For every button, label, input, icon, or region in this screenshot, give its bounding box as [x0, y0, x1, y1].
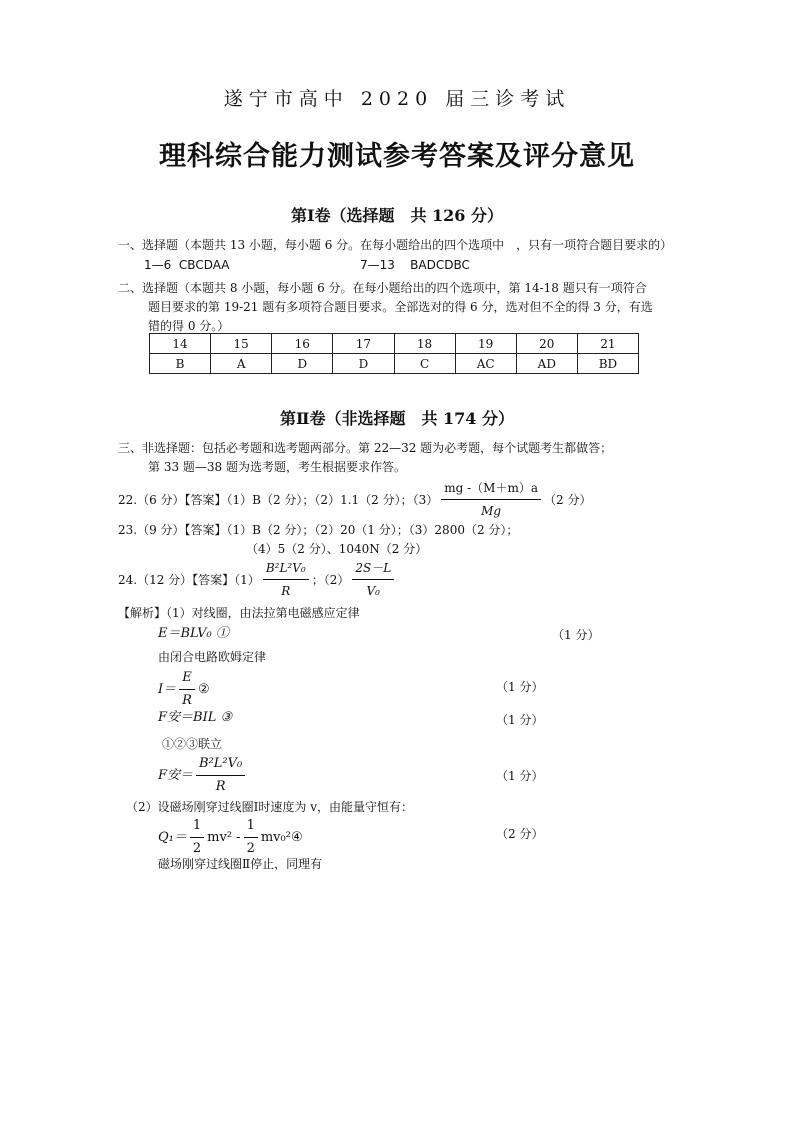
equation-2: [158, 668, 210, 711]
table-cell: 15: [211, 334, 272, 354]
analysis-coil-2: 磁场刚穿过线圈Ⅱ停止，同理有: [158, 857, 323, 871]
q23-answer-line1: 23.（9 分）【答案】（1）B（2 分）；（2）20（1 分）；（3）2800（2 分）；: [118, 523, 519, 537]
score-2: （1 分）: [496, 680, 544, 694]
equation-fraction-half-1: [190, 816, 204, 859]
part2-intro-line1: 三、非选择题：包括必考题和选考题两部分。第 22—32 题为必考题，每个试题考生都做答；: [118, 441, 613, 455]
q24-answer: [118, 558, 397, 601]
q22-fraction: [441, 478, 541, 521]
table-cell: 14: [150, 334, 211, 354]
table-cell: D: [272, 354, 333, 374]
part2-intro-line2: 第 33 题—38 题为选考题，考生根据要求作答。: [148, 460, 406, 474]
table-row-numbers: [150, 334, 639, 354]
equation-1: E＝BLV₀ ①: [158, 626, 229, 641]
answers-7-13: [360, 258, 470, 272]
equation-5: [158, 816, 303, 859]
table-cell: 17: [333, 334, 394, 354]
equation-fraction: [179, 668, 195, 711]
table-cell: 19: [455, 334, 516, 354]
table-cell: 18: [394, 334, 455, 354]
fraction-numerator: B²L²V₀: [263, 558, 309, 580]
table-row-answers: [150, 354, 639, 374]
score-3: （1 分）: [496, 713, 544, 727]
score-5: （2 分）: [496, 827, 544, 841]
exam-title: 遂宁市高中 2020 届三诊考试: [223, 88, 571, 110]
fraction-numerator: B²L²V₀: [196, 754, 245, 776]
table-cell: 16: [272, 334, 333, 354]
table-cell: 20: [516, 334, 577, 354]
fraction-denominator: R: [182, 693, 192, 708]
equation-lhs: Q₁＝: [158, 829, 187, 845]
q2-instructions-line2: 题目要求的第 19-21 题有多项符合题目要求。全部选对的得 6 分，选对但不全的得 3 分，有选: [148, 300, 653, 314]
answers-1-6: [144, 258, 229, 272]
table-cell: B: [150, 354, 211, 374]
fraction-numerator: 2S－L: [352, 558, 394, 580]
range-label: 7—13: [360, 258, 395, 272]
q22-answer: [118, 478, 591, 521]
fraction-numerator: mg -（M＋m）a: [441, 478, 541, 500]
fraction-denominator: 2: [246, 841, 255, 856]
q24-fraction-1: [263, 558, 309, 601]
table-cell: 21: [577, 334, 638, 354]
fraction-numerator: E: [179, 668, 195, 690]
table-cell: C: [394, 354, 455, 374]
analysis-intro: 【解析】（1）对线圈，由法拉第电磁感应定律: [118, 606, 360, 620]
equation-middle: mv² -: [207, 829, 241, 845]
analysis-part2-intro: （2）设磁场刚穿过线圈Ⅰ时速度为 v，由能量守恒有：: [126, 800, 413, 814]
fraction-numerator: 1: [190, 816, 204, 838]
fraction-denominator: Mg: [481, 504, 502, 518]
q24-prefix: 24.（12 分）【答案】（1）: [118, 572, 260, 587]
range-label: 1—6: [144, 258, 172, 272]
equation-fraction-half-2: [244, 816, 258, 859]
equation-end: mv₀²④: [260, 829, 303, 845]
fraction-denominator: 2: [192, 841, 202, 856]
q22-prefix: 22.（6 分）【答案】（1）B（2 分）；（2）1.1（2 分）；（3）: [118, 492, 439, 507]
q2-instructions-line1: 二、选择题（本题共 8 小题，每小题 6 分。在每小题给出的四个选项中，第 14-18 题只有一项符合: [118, 281, 647, 295]
part2-heading: 第Ⅱ卷（非选择题 共 174 分）: [279, 409, 515, 428]
score-4: （1 分）: [496, 769, 544, 783]
table-cell: AD: [516, 354, 577, 374]
fraction-denominator: R: [215, 779, 226, 794]
q24-separator: ；（2）: [311, 572, 350, 587]
fraction-numerator: 1: [244, 816, 258, 838]
equation-lhs: I＝: [158, 681, 177, 697]
equation-3: F安＝BIL ③: [158, 710, 233, 725]
q22-score: （2 分）: [544, 492, 592, 507]
fraction-denominator: V₀: [366, 584, 380, 598]
q2-instructions-line3: 错的得 0 分。）: [148, 319, 230, 333]
q24-fraction-2: [352, 558, 394, 601]
equation-lhs: F安＝: [158, 767, 194, 783]
table-cell: D: [333, 354, 394, 374]
fraction-denominator: R: [281, 584, 291, 598]
analysis-combine: ①②③联立: [162, 737, 223, 751]
equation-tag: ②: [197, 681, 210, 697]
answer-string: BADCDBC: [410, 258, 470, 272]
table-cell: AC: [455, 354, 516, 374]
analysis-ohm-law: 由闭合电路欧姆定律: [158, 650, 267, 664]
score-1: （1 分）: [552, 628, 600, 642]
part1-heading: 第Ⅰ卷（选择题 共 126 分）: [290, 206, 504, 225]
table-cell: A: [211, 354, 272, 374]
equation-fraction: [196, 754, 245, 797]
q23-answer-line2: （4）5（2 分）、1040N（2 分）: [246, 542, 428, 556]
answer-table: [149, 333, 639, 374]
document-title: 理科综合能力测试参考答案及评分意见: [159, 141, 635, 172]
answer-string: CBCDAA: [178, 258, 230, 272]
table-cell: BD: [577, 354, 638, 374]
equation-4: [158, 754, 248, 797]
q1-instructions: 一、选择题（本题共 13 小题，每小题 6 分。在每小题给出的四个选项中 ，只有一项符合题目要求的）: [118, 238, 673, 252]
